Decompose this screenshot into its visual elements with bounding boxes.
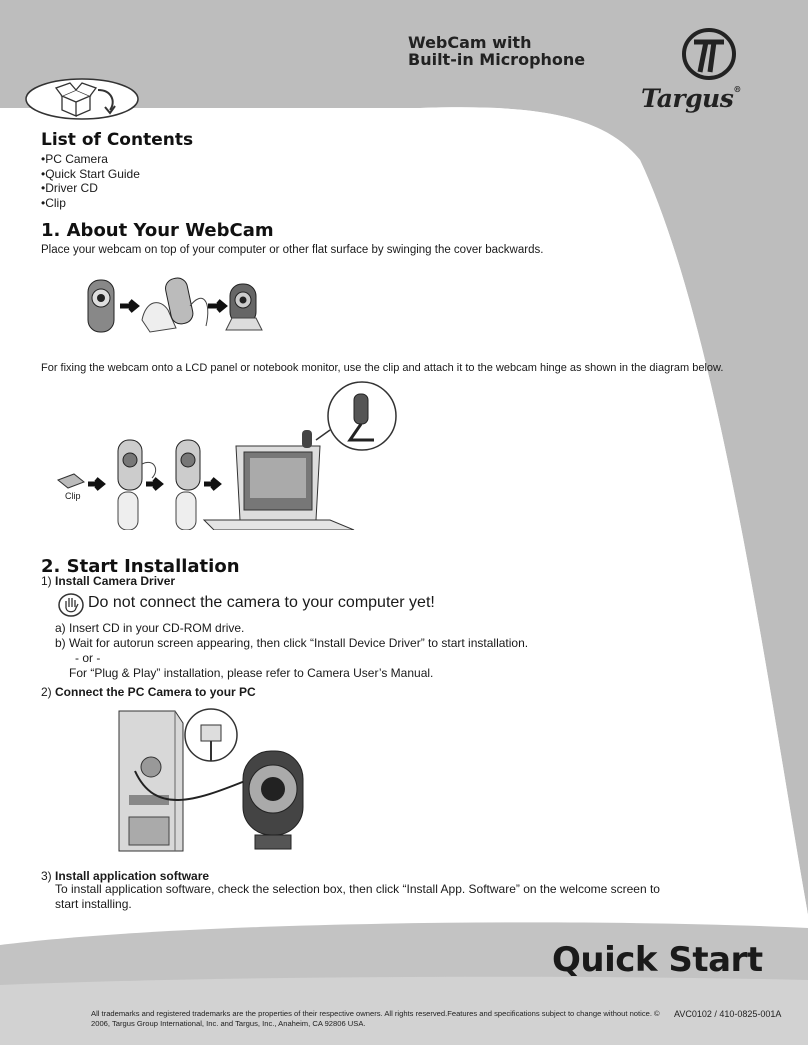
list-item: • Clip [41,196,140,211]
warning-text: Do not connect the camera to your computer yet! [88,594,435,611]
step2-title: 2) Connect the PC Camera to your PC [41,685,256,699]
clip-instructions: For fixing the webcam onto a LCD panel or notebook monitor, use the clip and attach it to the webcam hinge as shown in the diagram below. [41,362,724,374]
step3-title: 3) Install application software [41,869,210,883]
step1-instructions: a) Insert CD in your CD-ROM drive. b) Wait for autorun screen appearing, then click “Install Device Driver” to start installation. - or - For “Plug & Play” installation, please refer to Camera User’s Manual. [55,621,529,680]
quick-start-label: Quick Start [552,940,763,980]
install-heading: 2. Start Installation [41,556,240,577]
list-item: • Quick Start Guide [41,167,140,182]
clip-attach-diagram [54,380,404,530]
webcam-swing-diagram [80,270,280,340]
connect-pc-diagram [115,705,325,855]
contents-list [41,152,140,210]
clip-label: Clip [65,491,81,501]
list-item: • Driver CD [41,181,140,196]
contents-heading: List of Contents [41,130,194,150]
targus-logo-icon [682,28,736,80]
about-text: Place your webcam on top of your computer or other flat surface by swinging the cover backwards. [41,244,544,256]
brand-wordmark: Targus® [641,84,741,113]
stop-hand-icon [58,592,84,618]
list-item: • PC Camera [41,152,140,167]
unbox-icon [24,76,140,122]
product-title: WebCam with Built-in Microphone [408,33,586,69]
document-code: AVC0102 / 410-0825-001A [674,1009,782,1019]
about-heading: 1. About Your WebCam [41,220,274,241]
step1-title: 1) Install Camera Driver [41,574,176,588]
step3-instructions: To install application software, check the selection box, then click “Install App. Software” on the welcome screen to start installing. [55,882,660,911]
legal-notice: All trademarks and registered trademarks are the properties of their respective owners. All rights reserved.Features and specifications subject to change without notice. © 2006, Targus Group International, Inc. and Targus, Inc., Anaheim, CA 92806 USA. [91,1009,660,1028]
